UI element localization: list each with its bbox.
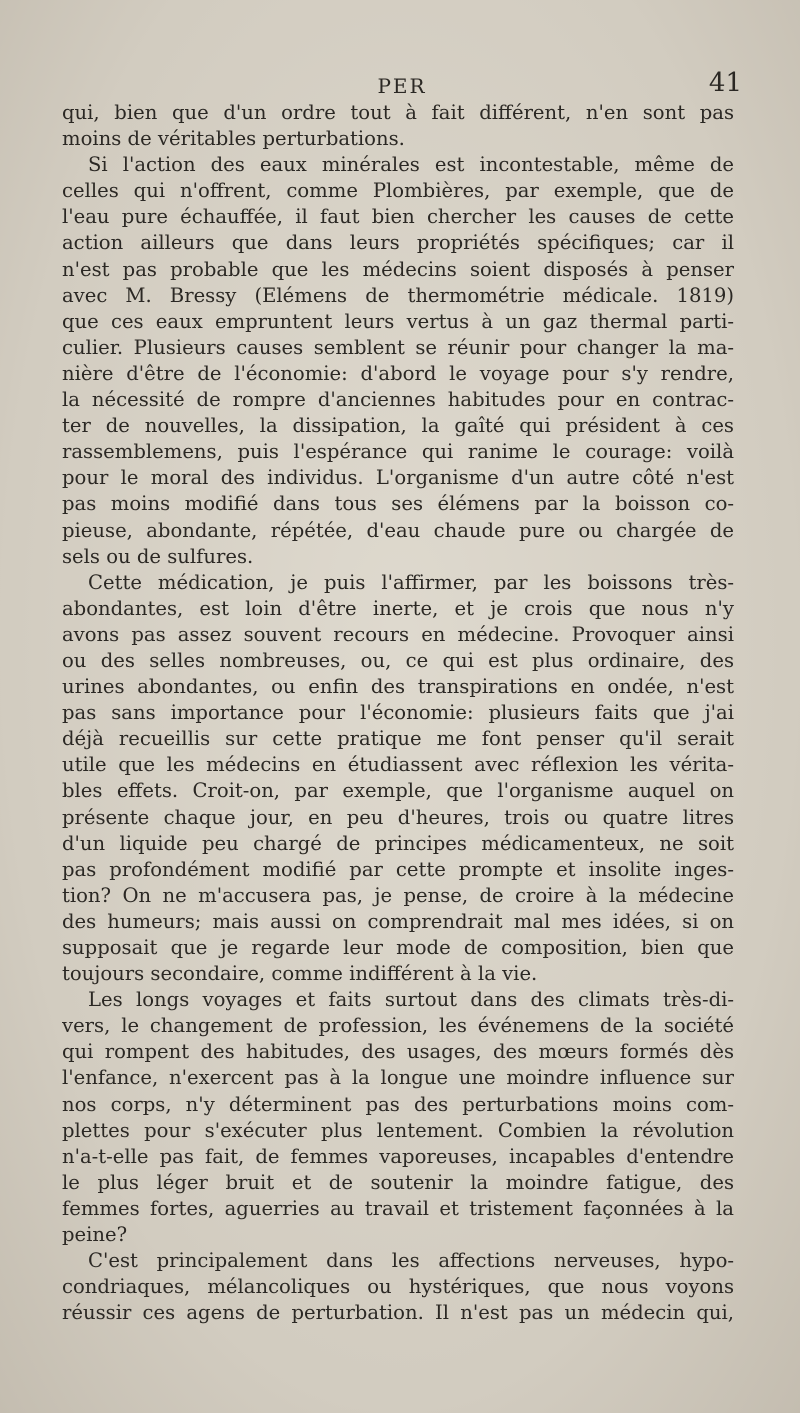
text-line: d'un liquide peu chargé de principes médicamenteux, ne soit	[62, 831, 734, 855]
text-line: l'eau pure échauffée, il faut bien chercher les causes de cette	[62, 205, 734, 229]
text-line: vers, le changement de profession, les événemens de la société	[62, 1014, 734, 1038]
text-line: rassemblemens, puis l'espérance qui ranime le courage: voilà	[62, 440, 734, 464]
text-line: peine?	[62, 1223, 128, 1247]
text-line: Cette médication, je puis l'affirmer, par les boissons très-	[88, 570, 734, 594]
running-head: PER	[377, 74, 427, 98]
text-line: bles effets. Croit-on, par exemple, que l'organisme auquel on	[62, 779, 734, 803]
text-line: Si l'action des eaux minérales est incontestable, même de	[88, 153, 734, 177]
text-line: la nécessité de rompre d'anciennes habitudes pour en contrac-	[62, 388, 734, 412]
text-line: pas sans importance pour l'économie: plusieurs faits que j'ai	[62, 701, 734, 725]
text-line: ou des selles nombreuses, ou, ce qui est plus ordinaire, des	[62, 648, 734, 672]
text-line: condriaques, mélancoliques ou hystériques, que nous voyons	[62, 1275, 734, 1299]
text-line: l'enfance, n'exercent pas à la longue une moindre influence sur	[62, 1066, 734, 1090]
text-line: sels ou de sulfures.	[62, 544, 254, 568]
page-number: 41	[708, 68, 742, 98]
text-line: déjà recueillis sur cette pratique me font penser qu'il serait	[62, 727, 734, 751]
text-line: des humeurs; mais aussi on comprendrait mal mes idées, si on	[62, 909, 734, 933]
page-header	[62, 68, 742, 104]
body-text	[62, 100, 734, 1326]
text-line: toujours secondaire, comme indifférent à la vie.	[62, 962, 538, 986]
text-line: celles qui n'offrent, comme Plombières, par exemple, que de	[62, 179, 734, 203]
text-line: n'a-t-elle pas fait, de femmes vaporeuses, incapables d'entendre	[62, 1144, 734, 1168]
text-line: présente chaque jour, en peu d'heures, trois ou quatre litres	[62, 805, 734, 829]
text-line: le plus léger bruit et de soutenir la moindre fatigue, des	[62, 1170, 734, 1194]
text-line: ter de nouvelles, la dissipation, la gaîté qui président à ces	[62, 414, 734, 438]
text-line: abondantes, est loin d'être inerte, et je crois que nous n'y	[62, 596, 734, 620]
text-line: réussir ces agens de perturbation. Il n'est pas un médecin qui,	[62, 1301, 734, 1325]
text-line: nos corps, n'y déterminent pas des perturbations moins com-	[62, 1092, 734, 1116]
text-line: plettes pour s'exécuter plus lentement. Combien la révolution	[62, 1118, 734, 1142]
text-line: utile que les médecins en étudiassent avec réflexion les vérita-	[62, 753, 734, 777]
text-line: n'est pas probable que les médecins soient disposés à penser	[62, 257, 734, 281]
text-line: qui rompent des habitudes, des usages, des mœurs formés dès	[62, 1040, 734, 1064]
text-line: moins de véritables perturbations.	[62, 127, 405, 151]
text-line: urines abondantes, ou enfin des transpirations en ondée, n'est	[62, 675, 734, 699]
text-line: que ces eaux empruntent leurs vertus à un gaz thermal parti-	[62, 309, 734, 333]
text-line: tion? On ne m'accusera pas, je pense, de croire à la médecine	[62, 883, 734, 907]
text-line: supposait que je regarde leur mode de composition, bien que	[62, 936, 734, 959]
text-line: Les longs voyages et faits surtout dans des climats très-di-	[88, 988, 734, 1012]
text-line: action ailleurs que dans leurs propriétés spécifiques; car il	[62, 231, 734, 255]
text-line: pas profondément modifié par cette prompte et insolite inges-	[62, 857, 734, 881]
text-line: femmes fortes, aguerries au travail et tristement façonnées à la	[62, 1196, 734, 1220]
text-line: avons pas assez souvent recours en médecine. Provoquer ainsi	[62, 622, 734, 646]
text-line: avec M. Bressy (Elémens de thermométrie médicale. 1819)	[62, 283, 734, 307]
text-line: qui, bien que d'un ordre tout à fait différent, n'en sont pas	[62, 101, 734, 124]
text-line: culier. Plusieurs causes semblent se réunir pour changer la ma-	[62, 335, 734, 359]
text-line: pieuse, abondante, répétée, d'eau chaude pure ou chargée de	[62, 518, 734, 542]
text-line: pas moins modifié dans tous ses élémens par la boisson co-	[62, 492, 734, 516]
text-line: C'est principalement dans les affections nerveuses, hypo-	[88, 1249, 734, 1273]
text-line: nière d'être de l'économie: d'abord le voyage pour s'y rendre,	[62, 361, 734, 385]
text-line: pour le moral des individus. L'organisme d'un autre côté n'est	[62, 466, 734, 490]
